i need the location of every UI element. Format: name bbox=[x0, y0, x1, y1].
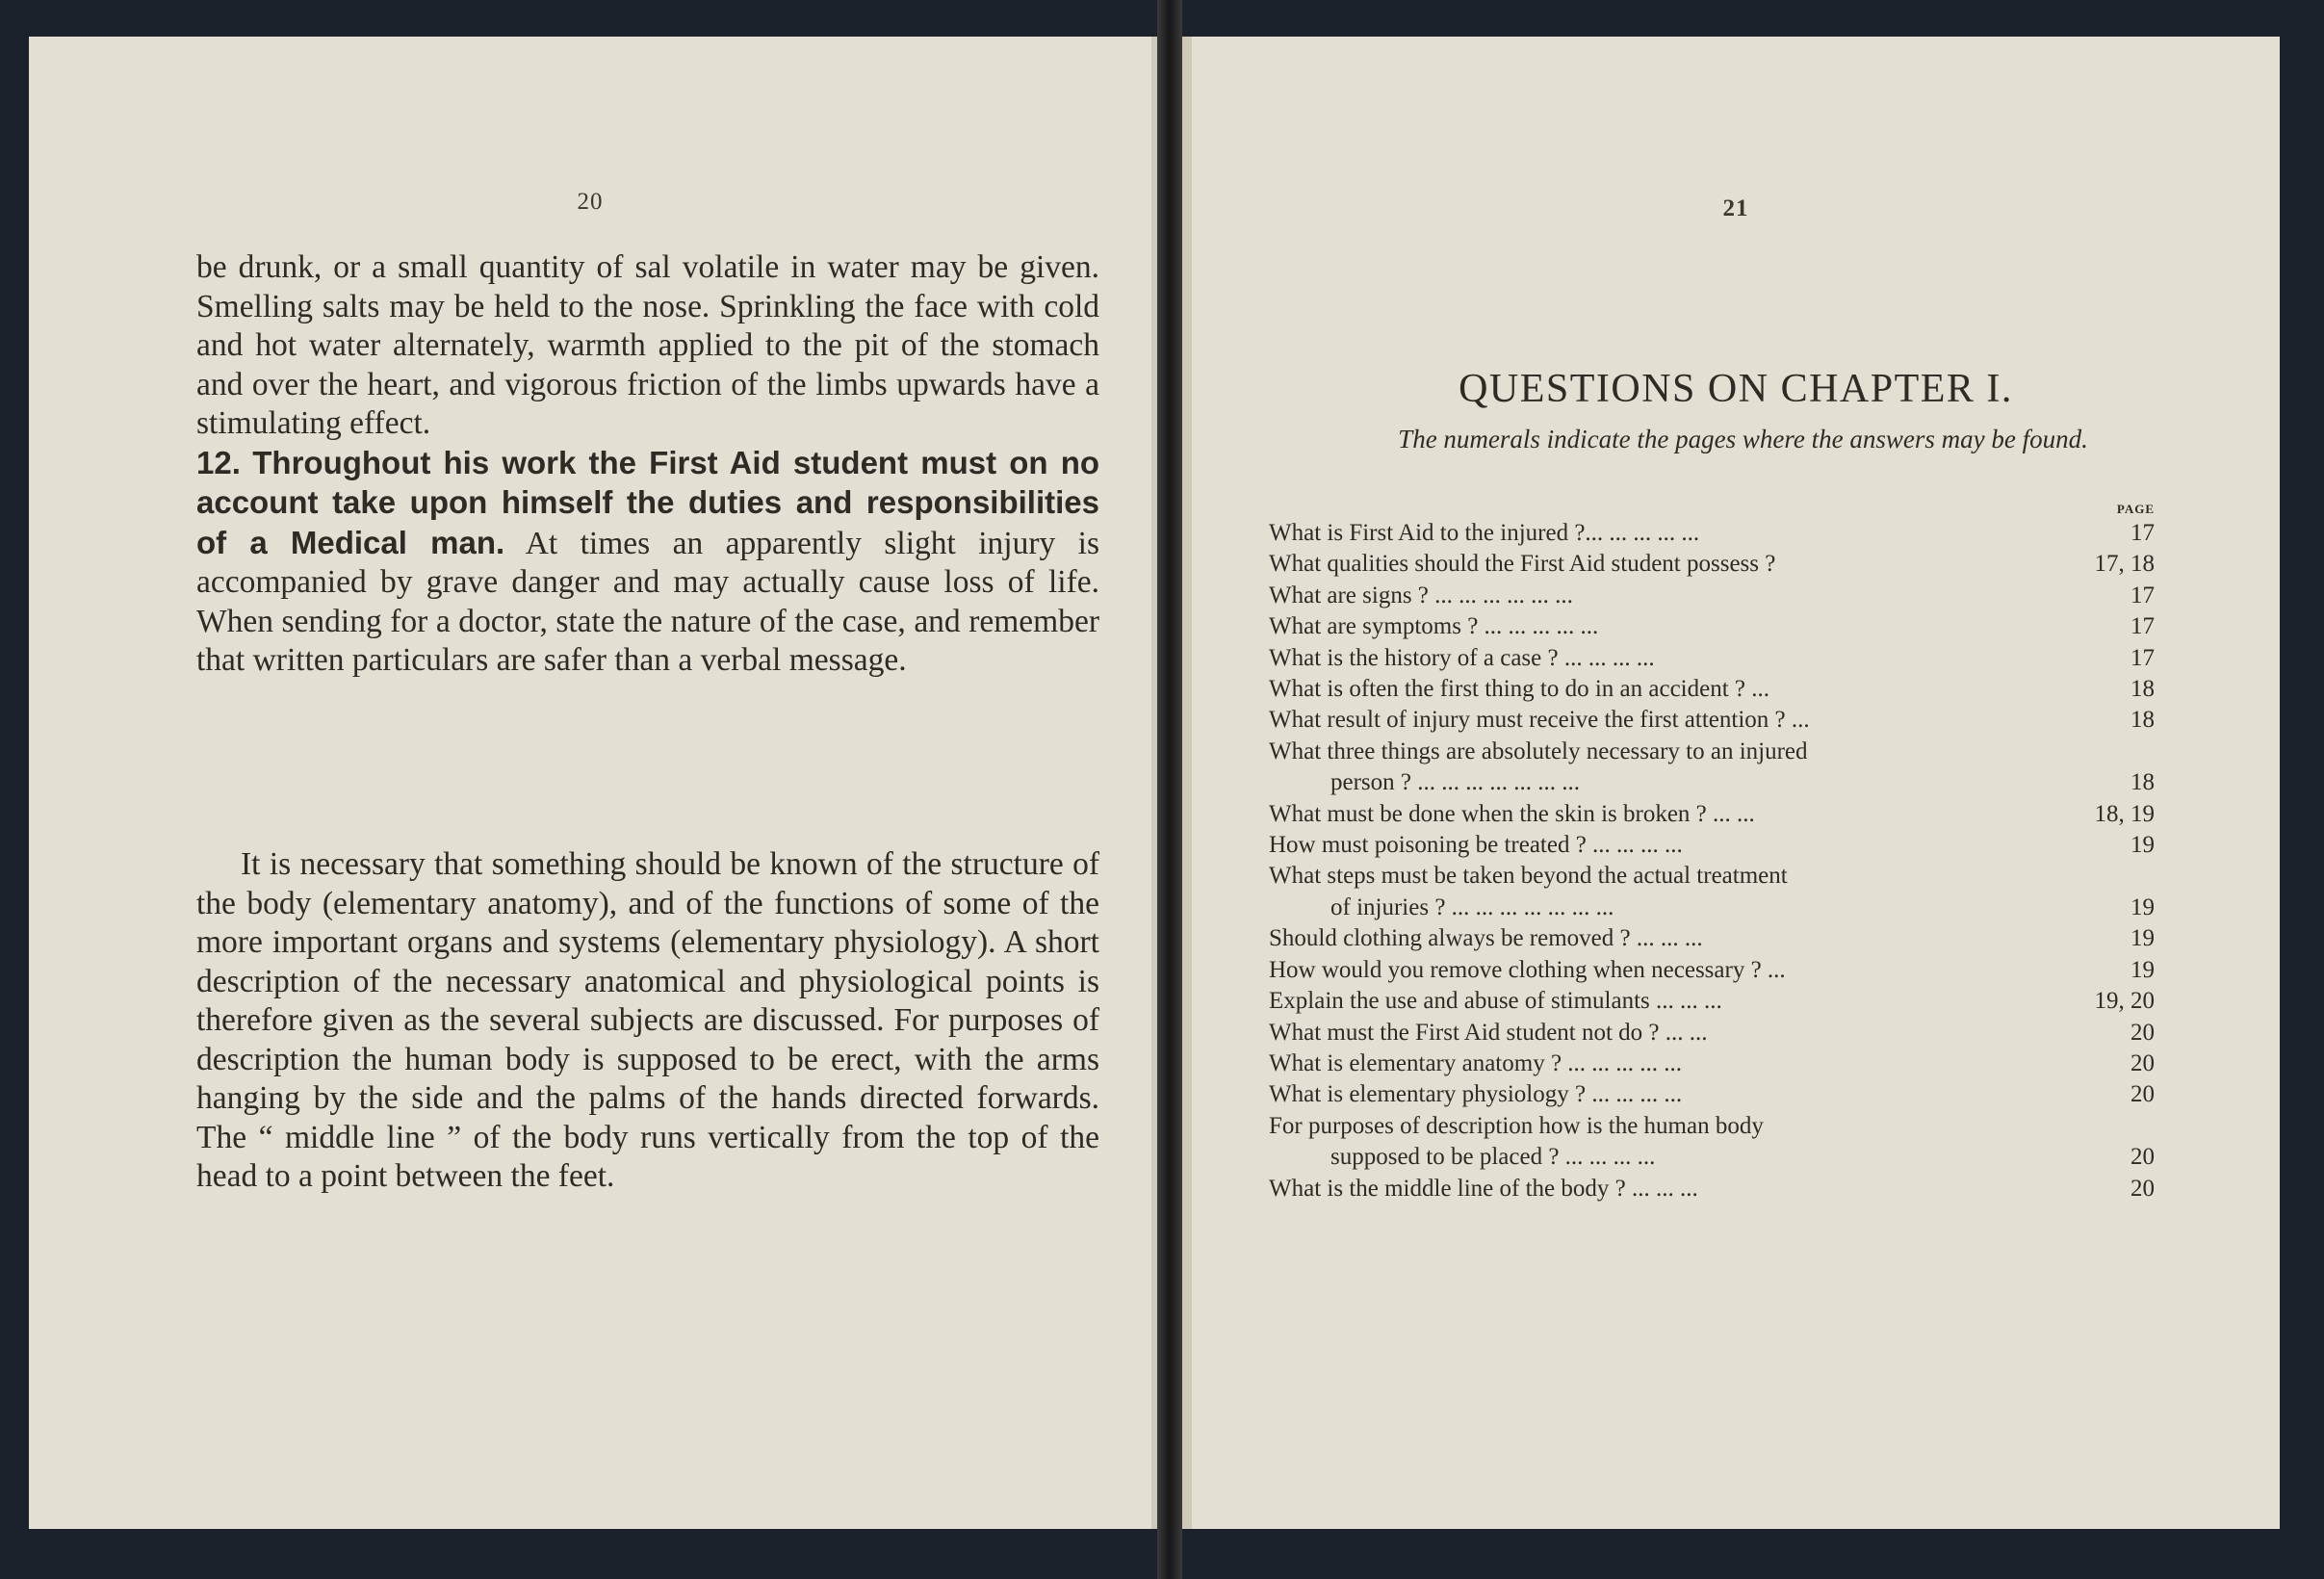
question-continuation: supposed to be placed ? ... ... ... ... bbox=[1330, 1144, 1656, 1171]
question-continuation: person ? ... ... ... ... ... ... ... bbox=[1330, 769, 1580, 796]
question-page: 19 bbox=[2130, 832, 2155, 859]
question-row bbox=[1269, 1079, 2155, 1110]
question-row bbox=[1269, 861, 2155, 923]
question-text: How would you remove clothing when necessary ? ... bbox=[1269, 956, 1786, 983]
chapter-title: QUESTIONS ON CHAPTER I. bbox=[1459, 367, 2013, 411]
paragraph: It is necessary that something should be known of the structure of the body (elementary anatomy), and of the functions of some of the more important organs and systems (elementary physiology). A short description of the necessary anatomical and physiological points is therefore given as the several subjects are discussed. For purposes of description the human body is supposed to be erect, with the arms hanging by the side and the palms of the hands directed forwards. The “ middle line ” of the body runs vertically from the top of the head to a point between the feet. bbox=[196, 846, 1099, 1194]
question-row bbox=[1269, 1111, 2155, 1174]
question-row bbox=[1269, 986, 2155, 1017]
page-number: 21 bbox=[1722, 195, 1749, 221]
question-text: What is the history of a case ? ... ... ... ... bbox=[1269, 644, 1655, 671]
question-text: How must poisoning be treated ? ... ... ... ... bbox=[1269, 832, 1683, 859]
question-line: For purposes of description how is the human body bbox=[1269, 1112, 1764, 1139]
question-page: 17 bbox=[2130, 613, 2155, 640]
book-gutter bbox=[1157, 0, 1182, 1579]
question-page: 20 bbox=[2130, 1049, 2155, 1076]
question-row bbox=[1269, 1174, 2155, 1204]
question-row bbox=[1269, 611, 2155, 642]
question-text: What are symptoms ? ... ... ... ... ... bbox=[1269, 613, 1599, 640]
question-page: 18 bbox=[2130, 676, 2155, 703]
question-page: 17 bbox=[2130, 582, 2155, 608]
question-page: 18 bbox=[2130, 707, 2155, 734]
questions-list bbox=[1269, 518, 2155, 1204]
question-text: What result of injury must receive the first attention ? ... bbox=[1269, 707, 1810, 734]
question-text: What is often the first thing to do in an accident ? ... bbox=[1269, 676, 1769, 703]
question-row bbox=[1269, 923, 2155, 954]
question-continuation: of injuries ? ... ... ... ... ... ... ... bbox=[1330, 893, 1614, 920]
question-page: 18, 19 bbox=[2094, 800, 2155, 827]
question-row bbox=[1269, 799, 2155, 830]
question-row bbox=[1269, 518, 2155, 549]
left-page bbox=[29, 37, 1157, 1529]
question-page: 20 bbox=[2130, 1019, 2155, 1046]
question-page: 17, 18 bbox=[2094, 551, 2155, 578]
question-page: 19 bbox=[2130, 925, 2155, 952]
question-page: 19 bbox=[2130, 893, 2155, 920]
section-12 bbox=[196, 444, 1099, 681]
question-row bbox=[1269, 955, 2155, 986]
question-page: 20 bbox=[2130, 1144, 2155, 1171]
question-row bbox=[1269, 674, 2155, 705]
question-text: What are signs ? ... ... ... ... ... ... bbox=[1269, 582, 1573, 608]
question-text: What must the First Aid student not do ? ... ... bbox=[1269, 1019, 1708, 1046]
question-row bbox=[1269, 737, 2155, 799]
section-heading: Throughout his work the First Aid student must on no account take upon himself the duties and responsibilities of a Medical man. bbox=[196, 444, 1100, 560]
question-page: 19 bbox=[2130, 956, 2155, 983]
question-text: What is elementary physiology ? ... ... ... ... bbox=[1269, 1081, 1683, 1108]
question-text bbox=[1269, 737, 2155, 799]
question-page: 18 bbox=[2130, 769, 2155, 796]
question-line: What three things are absolutely necessary to an injured bbox=[1269, 738, 1808, 764]
section-number: 12. bbox=[196, 444, 241, 480]
question-text bbox=[1269, 1111, 2155, 1174]
question-text bbox=[1269, 861, 2155, 923]
question-text: What is elementary anatomy ? ... ... ... ... ... bbox=[1269, 1049, 1683, 1076]
page-number: 20 bbox=[577, 189, 604, 215]
question-page: 17 bbox=[2130, 644, 2155, 671]
question-text: What qualities should the First Aid student possess ? bbox=[1269, 551, 1776, 578]
question-row bbox=[1269, 1048, 2155, 1079]
question-row bbox=[1269, 643, 2155, 674]
question-row bbox=[1269, 705, 2155, 736]
section-text: At times an apparently slight injury is accompanied by grave danger and may actually cause loss of life. When sending for a doctor, state the nature of the case, and remember that written particulars are safer than a verbal message. bbox=[196, 525, 1099, 678]
question-row bbox=[1269, 581, 2155, 611]
question-row bbox=[1269, 830, 2155, 861]
question-text: What must be done when the skin is broken ? ... ... bbox=[1269, 800, 1755, 827]
chapter-subtitle: The numerals indicate the pages where the answers may be found. bbox=[1398, 425, 2088, 453]
question-text: What is First Aid to the injured ?... ... ... ... ... bbox=[1269, 520, 1700, 546]
question-page: 20 bbox=[2130, 1081, 2155, 1108]
right-page bbox=[1182, 37, 2280, 1529]
question-row bbox=[1269, 1018, 2155, 1048]
question-row bbox=[1269, 549, 2155, 580]
question-page: 17 bbox=[2130, 520, 2155, 546]
question-text: What is the middle line of the body ? ... ... ... bbox=[1269, 1175, 1698, 1202]
question-text: Explain the use and abuse of stimulants ... ... ... bbox=[1269, 988, 1722, 1015]
page-column-header: PAGE bbox=[2116, 502, 2155, 516]
question-text: Should clothing always be removed ? ... ... ... bbox=[1269, 925, 1703, 952]
text-block-bottom bbox=[196, 845, 1099, 1197]
text-block-top bbox=[196, 248, 1099, 681]
paragraph: be drunk, or a small quantity of sal volatile in water may be given. Smelling salts may be held to the nose. Sprinkling the face with cold and hot water alternately, warmth applied to the pit of the stomach and over the heart, and vigorous friction of the limbs upwards have a stimulating effect. bbox=[196, 249, 1099, 441]
question-line: What steps must be taken beyond the actual treatment bbox=[1269, 863, 1788, 890]
question-page: 19, 20 bbox=[2094, 988, 2155, 1015]
question-page: 20 bbox=[2130, 1175, 2155, 1202]
